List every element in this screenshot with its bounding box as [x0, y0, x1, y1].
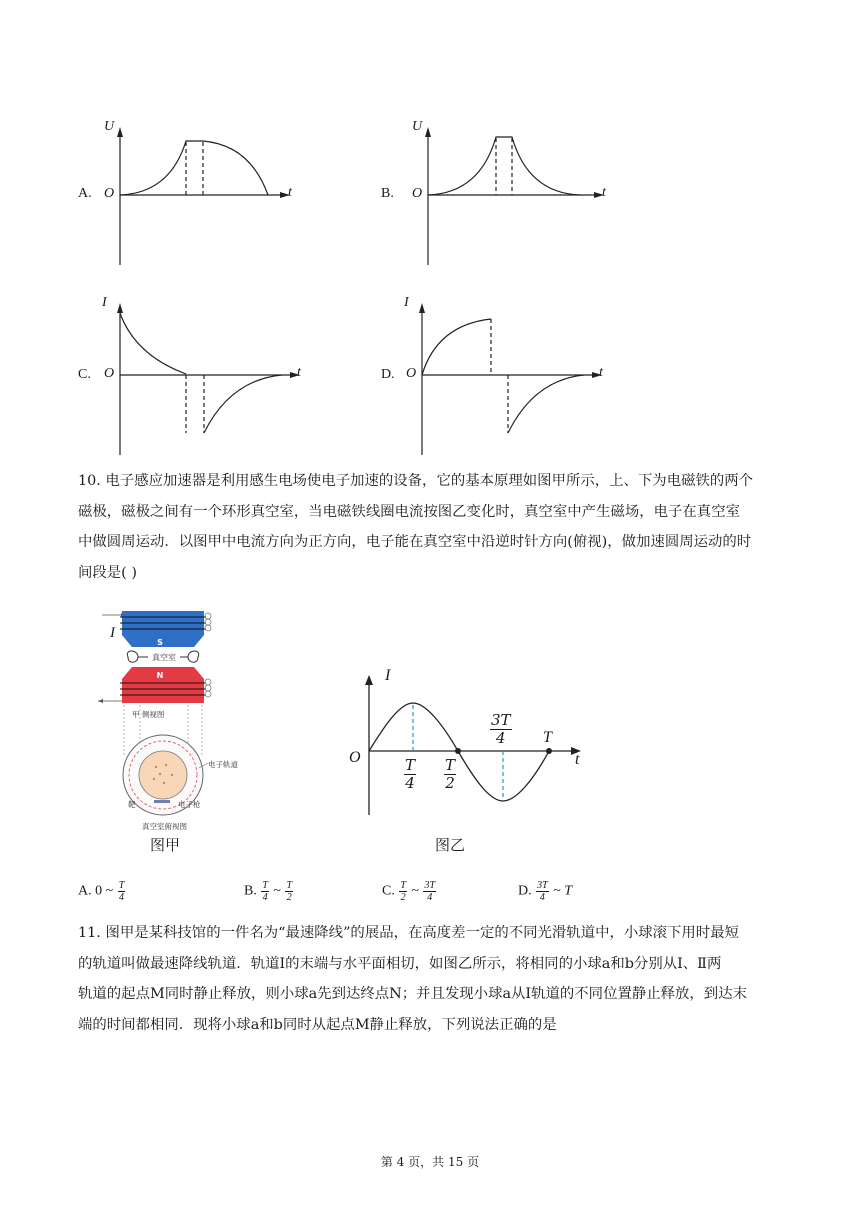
q10-line-1: 10. 电子感应加速器是利用感生电场使电子加速的设备，它的基本原理如图甲所示，上、下为电磁铁的两个 — [78, 473, 754, 489]
tick-t-over-4: $\frac{T}{4}$ — [405, 756, 416, 792]
option-a-graph — [100, 115, 300, 265]
answer-c[interactable]: C. $\frac{T}{2}$ ~ $\frac{3T}{4}$ — [382, 880, 436, 903]
option-b-graph — [408, 115, 608, 265]
top-view-label: 真空室俯视图 — [142, 822, 187, 831]
answer-d[interactable]: D. $\frac{3T}{4}$ ~ T — [518, 880, 573, 903]
q10-line-4: 间段是( ) — [78, 564, 137, 581]
option-c-letter: C. — [78, 367, 91, 382]
option-b-letter: B. — [381, 186, 394, 201]
side-view-label: 甲 侧视图 — [132, 710, 165, 719]
tick-3t-over-4: $\frac{3T}{4}$ — [491, 711, 511, 747]
pole-s-label: S — [157, 638, 163, 647]
origin-label: O — [406, 366, 417, 381]
pole-n-label: N — [156, 671, 164, 680]
gun-label: 电子枪 — [178, 800, 201, 809]
x-axis-label: t — [288, 185, 292, 200]
question-11-text — [78, 918, 784, 1040]
target-label: 靶 — [128, 800, 136, 809]
figure-jia-caption: 图甲 — [150, 836, 181, 854]
question-10-text — [78, 466, 784, 588]
figure-jia — [94, 605, 264, 837]
y-axis-label: I — [404, 295, 409, 310]
option-c-graph — [100, 295, 310, 455]
chamber-label: 真空室 — [152, 653, 176, 662]
orbit-label: 电子轨道 — [208, 760, 238, 769]
tick-t-over-2: $\frac{T}{2}$ — [445, 756, 456, 792]
figure-yi — [345, 665, 595, 825]
option-d-graph — [402, 295, 612, 455]
q11-line-2: 的轨道叫做最速降线轨道．轨道Ⅰ的末端与水平面相切，如图乙所示，将相同的小球a和b分别从Ⅰ、Ⅱ两 — [78, 955, 722, 972]
origin-label: O — [104, 186, 115, 201]
q11-line-3: 轨道的起点M同时静止释放，则小球a先到达终点N；并且发现小球a从Ⅰ轨道的不同位置静止释放，到达末 — [78, 986, 747, 1002]
origin-label: O — [104, 366, 115, 381]
y-axis-label: I — [385, 667, 391, 684]
q10-line-2: 磁极，磁极之间有一个环形真空室，当电磁铁线圈电流按图乙变化时，真空室中产生磁场，电子在真空室 — [78, 503, 740, 520]
y-axis-label: U — [412, 119, 423, 134]
current-label: I — [110, 625, 115, 641]
answer-a[interactable]: A. 0 ~ $\frac{T}{4}$ — [78, 880, 125, 903]
y-axis-label: I — [102, 295, 107, 310]
x-axis-label: t — [297, 365, 301, 380]
origin-label: O — [412, 186, 423, 201]
q10-answer-options — [78, 880, 778, 910]
figure-yi-caption: 图乙 — [435, 836, 466, 854]
tick-t: T — [543, 729, 552, 746]
answer-b[interactable]: B. $\frac{T}{4}$ ~ $\frac{T}{2}$ — [244, 880, 293, 903]
option-d-letter: D. — [381, 367, 395, 382]
option-a-letter: A. — [78, 186, 92, 201]
x-axis-label: t — [599, 365, 603, 380]
page-footer: 第 4 页，共 15 页 — [380, 1155, 480, 1169]
x-axis-label: t — [602, 185, 606, 200]
q11-line-1: 11. 图甲是某科技馆的一件名为“最速降线”的展品，在高度差一定的不同光滑轨道中，小球滚下用时最短 — [78, 925, 739, 941]
x-axis-label: t — [575, 751, 580, 768]
q10-line-3: 中做圆周运动．以图甲中电流方向为正方向，电子能在真空室中沿逆时针方向(俯视)，做加速圆周运动的时 — [78, 534, 752, 550]
origin-label: O — [349, 749, 361, 766]
y-axis-label: U — [104, 119, 115, 134]
q11-line-4: 端的时间都相同．现将小球a和b同时从起点M静止释放，下列说法正确的是 — [78, 1016, 557, 1033]
